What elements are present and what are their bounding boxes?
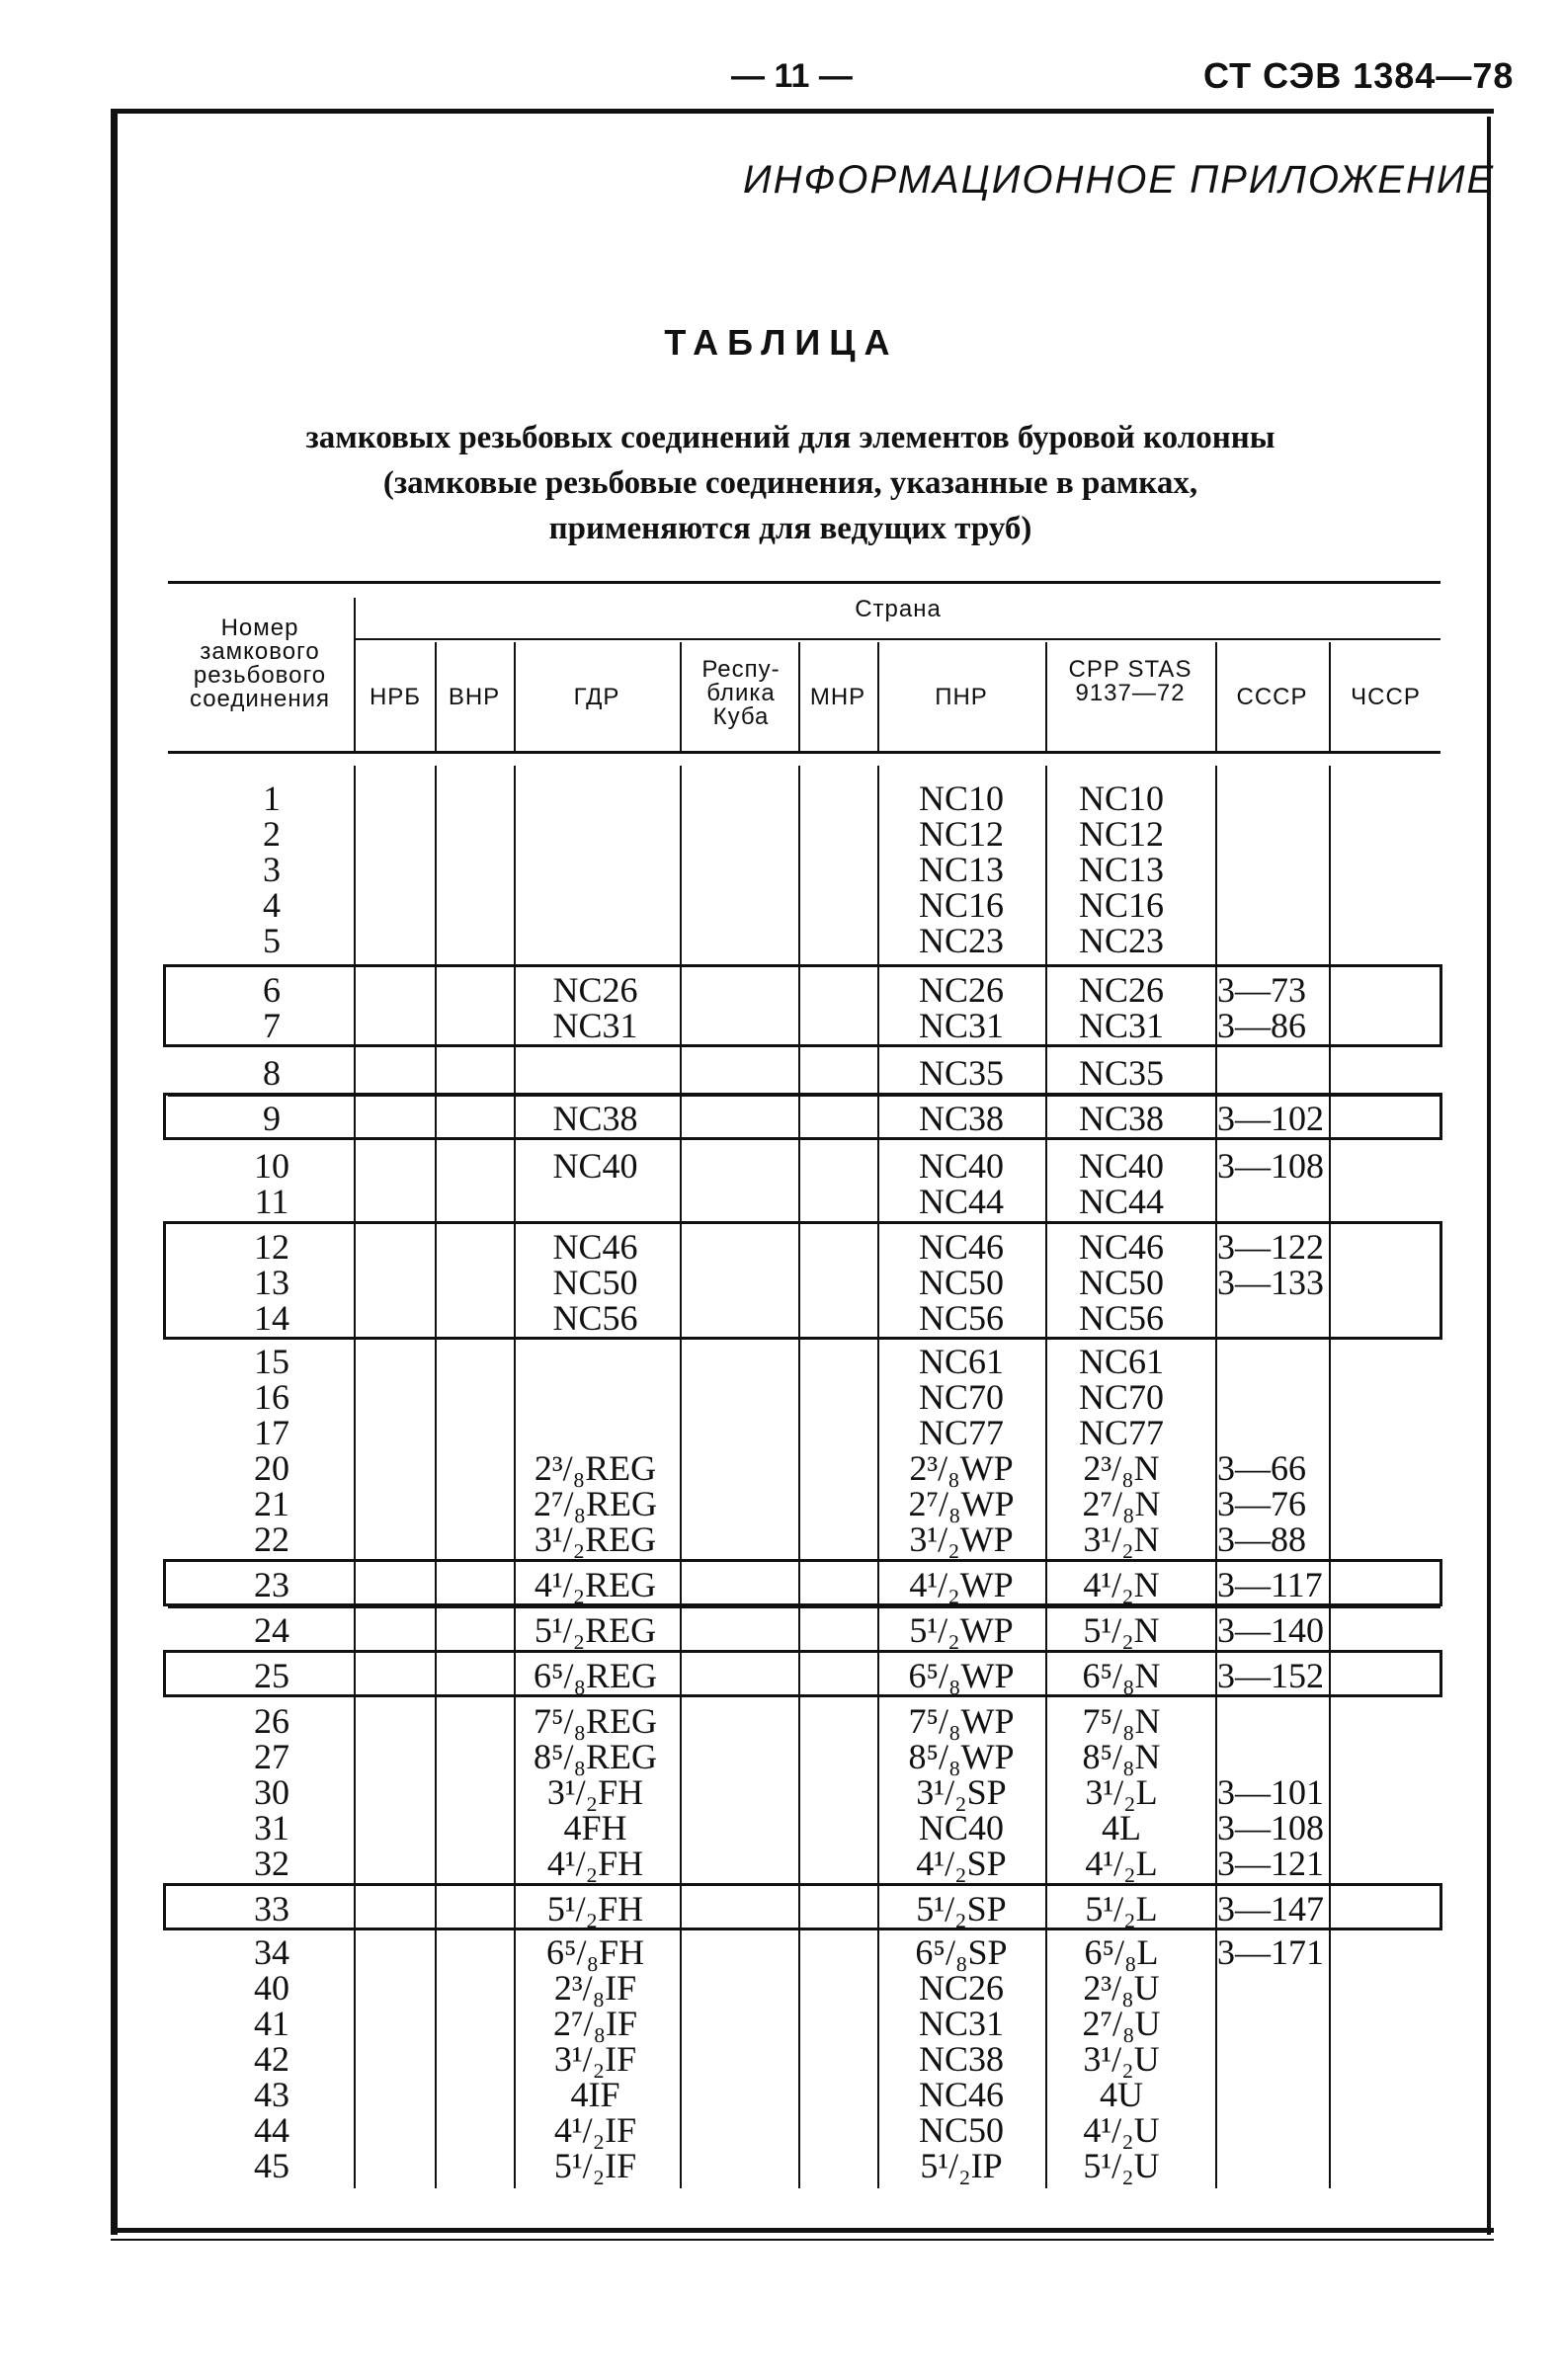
cell-n: 31 bbox=[254, 1808, 289, 1847]
cell-srr: NC70 bbox=[1078, 1377, 1164, 1417]
cell-sssr: 3—108 bbox=[1217, 1808, 1324, 1847]
cell-gdr: NC40 bbox=[552, 1146, 638, 1186]
cell-pnr: 2³/₈WP bbox=[909, 1448, 1014, 1488]
cell-n: 13 bbox=[254, 1263, 289, 1302]
cell-pnr: NC23 bbox=[918, 921, 1004, 960]
cell-n: 6 bbox=[263, 970, 281, 1010]
subtitle-line: (замковые резьбовые соединения, указанные в рамках, bbox=[382, 465, 1198, 501]
cell-n: 42 bbox=[254, 2039, 289, 2079]
cell-sssr: 3—122 bbox=[1217, 1227, 1324, 1267]
cell-sssr: 3—76 bbox=[1217, 1484, 1306, 1523]
cell-n: 3 bbox=[263, 850, 281, 889]
cell-n: 16 bbox=[254, 1377, 289, 1417]
cell-srr: NC23 bbox=[1078, 921, 1164, 960]
cell-sssr: 3—102 bbox=[1217, 1099, 1324, 1138]
cell-pnr: 3¹/₂WP bbox=[909, 1519, 1014, 1559]
cell-n: 11 bbox=[254, 1182, 289, 1221]
cell-gdr: 6⁵/₈FH bbox=[545, 1932, 645, 1972]
cell-pnr: NC50 bbox=[918, 2110, 1004, 2150]
cell-pnr: NC31 bbox=[918, 2004, 1004, 2043]
cell-pnr: NC44 bbox=[918, 1182, 1004, 1221]
table-title: ТАБЛИЦА bbox=[664, 322, 899, 363]
cell-srr: 6⁵/₈N bbox=[1082, 1656, 1161, 1695]
cell-n: 12 bbox=[254, 1227, 289, 1267]
column-header-mnr: МНР bbox=[809, 684, 866, 710]
cell-pnr: 5¹/₂SP bbox=[916, 1889, 1007, 1929]
cell-gdr: 2³/₈IF bbox=[553, 1968, 637, 2008]
cell-gdr: NC50 bbox=[552, 1263, 638, 1302]
page-number: — 11 — bbox=[731, 57, 853, 95]
cell-srr: NC61 bbox=[1078, 1342, 1164, 1381]
cell-n: 44 bbox=[254, 2110, 289, 2150]
cell-n: 17 bbox=[254, 1413, 289, 1452]
cell-gdr: 5¹/₂FH bbox=[546, 1889, 644, 1929]
cell-sssr: 3—147 bbox=[1217, 1889, 1324, 1929]
cell-pnr: 8⁵/₈WP bbox=[908, 1737, 1015, 1776]
cell-pnr: NC38 bbox=[918, 2039, 1004, 2079]
cell-srr: 2³/₈N bbox=[1083, 1448, 1160, 1488]
cell-pnr: NC13 bbox=[918, 850, 1004, 889]
cell-gdr: NC46 bbox=[552, 1227, 638, 1267]
cell-srr: NC38 bbox=[1078, 1099, 1164, 1138]
cell-pnr: NC46 bbox=[918, 1227, 1004, 1267]
cell-srr: NC31 bbox=[1078, 1006, 1164, 1045]
cell-srr: 4¹/₂U bbox=[1083, 2110, 1160, 2150]
cell-srr: 3¹/₂N bbox=[1083, 1519, 1160, 1559]
cell-n: 22 bbox=[254, 1519, 289, 1559]
cell-n: 21 bbox=[254, 1484, 289, 1523]
subtitle-line: замковых резьбовых соединений для элементов буровой колонны bbox=[305, 420, 1275, 455]
standard-code: СТ СЭВ 1384—78 bbox=[1203, 55, 1515, 96]
cell-gdr: 3¹/₂REG bbox=[534, 1519, 657, 1559]
cell-n: 43 bbox=[254, 2075, 289, 2114]
cell-srr: NC10 bbox=[1078, 779, 1164, 818]
cell-pnr: NC46 bbox=[918, 2075, 1004, 2114]
cell-pnr: NC10 bbox=[918, 779, 1004, 818]
appendix-label: ИНФОРМАЦИОННОЕ ПРИЛОЖЕНИЕ bbox=[743, 158, 1496, 202]
cell-n: 26 bbox=[254, 1701, 289, 1741]
cell-srr: 5¹/₂N bbox=[1083, 1610, 1160, 1650]
cell-gdr: 6⁵/₈REG bbox=[533, 1656, 658, 1695]
cell-srr: NC56 bbox=[1078, 1298, 1164, 1338]
cell-n: 20 bbox=[254, 1448, 289, 1488]
cell-n: 7 bbox=[263, 1006, 281, 1045]
cell-gdr: 3¹/₂IF bbox=[553, 2039, 637, 2079]
cell-sssr: 3—66 bbox=[1217, 1448, 1306, 1488]
cell-pnr: NC70 bbox=[918, 1377, 1004, 1417]
column-header-gdr: ГДР bbox=[573, 684, 620, 710]
cell-gdr: 3¹/₂FH bbox=[546, 1772, 644, 1812]
column-header-sssr: СССР bbox=[1236, 684, 1308, 710]
row-separator bbox=[168, 1095, 1440, 1097]
cell-srr: 5¹/₂U bbox=[1083, 2146, 1160, 2185]
cell-gdr: 4¹/₂FH bbox=[546, 1844, 644, 1883]
cell-pnr: 3¹/₂SP bbox=[916, 1772, 1007, 1812]
cell-sssr: 3—152 bbox=[1217, 1656, 1324, 1695]
cell-srr: NC46 bbox=[1078, 1227, 1164, 1267]
cell-sssr: 3—101 bbox=[1217, 1772, 1324, 1812]
cell-srr: NC16 bbox=[1078, 885, 1164, 925]
cell-gdr: NC26 bbox=[552, 970, 638, 1010]
column-header-chssr: ЧССР bbox=[1351, 684, 1421, 710]
cell-gdr: 8⁵/₈REG bbox=[533, 1737, 658, 1776]
cell-n: 4 bbox=[263, 885, 281, 925]
cell-n: 34 bbox=[254, 1932, 289, 1972]
cell-gdr: 5¹/₂REG bbox=[534, 1610, 657, 1650]
cell-srr: NC44 bbox=[1078, 1182, 1164, 1221]
cell-pnr: NC31 bbox=[918, 1006, 1004, 1045]
cell-srr: 2⁷/₈U bbox=[1082, 2004, 1161, 2043]
cell-sssr: 3—117 bbox=[1217, 1565, 1323, 1604]
cell-srr: NC12 bbox=[1078, 814, 1164, 854]
column-header-number: Номер замкового резьбового соединения bbox=[189, 615, 331, 712]
cell-n: 9 bbox=[263, 1099, 281, 1138]
frame-left-line bbox=[111, 109, 118, 2235]
cell-n: 41 bbox=[254, 2004, 289, 2043]
cell-sssr: 3—88 bbox=[1217, 1519, 1306, 1559]
cell-sssr: 3—140 bbox=[1217, 1610, 1324, 1650]
cell-gdr: 2⁷/₈IF bbox=[552, 2004, 638, 2043]
cell-gdr: 2³/₈REG bbox=[534, 1448, 657, 1488]
cell-n: 40 bbox=[254, 1968, 289, 2008]
column-header-nrb: НРБ bbox=[369, 684, 422, 710]
cell-gdr: 4FH bbox=[563, 1808, 627, 1847]
cell-srr: 4U bbox=[1100, 2075, 1143, 2114]
cell-gdr: 4¹/₂IF bbox=[553, 2110, 637, 2150]
cell-n: 33 bbox=[254, 1889, 289, 1929]
cell-gdr: 4¹/₂REG bbox=[534, 1565, 657, 1604]
cell-n: 5 bbox=[263, 921, 281, 960]
cell-gdr: NC38 bbox=[552, 1099, 638, 1138]
cell-srr: 3¹/₂U bbox=[1083, 2039, 1160, 2079]
cell-pnr: 4¹/₂SP bbox=[916, 1844, 1007, 1883]
cell-gdr: 7⁵/₈REG bbox=[533, 1701, 658, 1741]
cell-srr: NC50 bbox=[1078, 1263, 1164, 1302]
cell-srr: NC26 bbox=[1078, 970, 1164, 1010]
frame-bottom-line-thin bbox=[111, 2239, 1494, 2241]
column-header-pnr: ПНР bbox=[935, 684, 988, 710]
cell-sssr: 3—108 bbox=[1217, 1146, 1324, 1186]
cell-n: 14 bbox=[254, 1298, 289, 1338]
cell-n: 32 bbox=[254, 1844, 289, 1883]
cell-pnr: NC16 bbox=[918, 885, 1004, 925]
column-header-cuba: Респу-блика Куба bbox=[701, 656, 781, 730]
cell-pnr: 7⁵/₈WP bbox=[908, 1701, 1015, 1741]
cell-sssr: 3—73 bbox=[1217, 970, 1306, 1010]
cell-pnr: NC35 bbox=[918, 1053, 1004, 1093]
cell-srr: 7⁵/₈N bbox=[1082, 1701, 1161, 1741]
cell-srr: 3¹/₂L bbox=[1085, 1772, 1158, 1812]
cell-n: 10 bbox=[254, 1146, 289, 1186]
cell-sssr: 3—86 bbox=[1217, 1006, 1306, 1045]
cell-srr: 8⁵/₈N bbox=[1082, 1737, 1161, 1776]
cell-srr: NC13 bbox=[1078, 850, 1164, 889]
cell-n: 2 bbox=[263, 814, 281, 854]
cell-n: 8 bbox=[263, 1053, 281, 1093]
cell-srr: 6⁵/₈L bbox=[1084, 1932, 1159, 1972]
cell-srr: NC40 bbox=[1078, 1146, 1164, 1186]
column-header-srr: СРР STAS 9137—72 bbox=[1068, 656, 1193, 706]
cell-sssr: 3—171 bbox=[1217, 1932, 1324, 1972]
column-header-vnr: ВНР bbox=[448, 684, 501, 710]
cell-pnr: NC61 bbox=[918, 1342, 1004, 1381]
row-separator bbox=[168, 1606, 1440, 1608]
cell-pnr: NC50 bbox=[918, 1263, 1004, 1302]
cell-pnr: 6⁵/₈SP bbox=[915, 1932, 1008, 1972]
cell-sssr: 3—133 bbox=[1217, 1263, 1324, 1302]
frame-top-line bbox=[111, 109, 1494, 114]
cell-gdr: 5¹/₂IF bbox=[553, 2146, 637, 2185]
cell-gdr: NC56 bbox=[552, 1298, 638, 1338]
cell-gdr: NC31 bbox=[552, 1006, 638, 1045]
cell-srr: NC35 bbox=[1078, 1053, 1164, 1093]
column-header-country: Страна bbox=[855, 596, 942, 622]
cell-srr: 2⁷/₈N bbox=[1082, 1484, 1161, 1523]
cell-pnr: NC40 bbox=[918, 1808, 1004, 1847]
cell-srr: 4L bbox=[1102, 1808, 1141, 1847]
cell-n: 45 bbox=[254, 2146, 289, 2185]
cell-pnr: NC26 bbox=[918, 1968, 1004, 2008]
cell-srr: 2³/₈U bbox=[1083, 1968, 1160, 2008]
cell-n: 25 bbox=[254, 1656, 289, 1695]
cell-srr: 4¹/₂L bbox=[1085, 1844, 1158, 1883]
cell-n: 1 bbox=[263, 779, 281, 818]
cell-pnr: NC40 bbox=[918, 1146, 1004, 1186]
cell-n: 30 bbox=[254, 1772, 289, 1812]
subtitle-line: применяются для ведущих труб) bbox=[548, 511, 1032, 546]
cell-sssr: 3—121 bbox=[1217, 1844, 1324, 1883]
cell-gdr: 4IF bbox=[570, 2075, 620, 2114]
frame-right-line bbox=[1487, 117, 1491, 2235]
cell-pnr: 5¹/₂IP bbox=[920, 2146, 1003, 2185]
cell-pnr: NC77 bbox=[918, 1413, 1004, 1452]
cell-n: 15 bbox=[254, 1342, 289, 1381]
cell-pnr: NC56 bbox=[918, 1298, 1004, 1338]
cell-n: 24 bbox=[254, 1610, 289, 1650]
cell-srr: NC77 bbox=[1078, 1413, 1164, 1452]
cell-pnr: NC12 bbox=[918, 814, 1004, 854]
cell-srr: 4¹/₂N bbox=[1083, 1565, 1160, 1604]
cell-pnr: NC38 bbox=[918, 1099, 1004, 1138]
cell-pnr: 5¹/₂WP bbox=[909, 1610, 1014, 1650]
cell-pnr: 2⁷/₈WP bbox=[908, 1484, 1015, 1523]
frame-bottom-line bbox=[111, 2228, 1494, 2233]
cell-srr: 5¹/₂L bbox=[1085, 1889, 1158, 1929]
table-subtitle bbox=[198, 415, 1383, 551]
cell-gdr: 2⁷/₈REG bbox=[533, 1484, 658, 1523]
cell-pnr: NC26 bbox=[918, 970, 1004, 1010]
cell-n: 27 bbox=[254, 1737, 289, 1776]
cell-pnr: 6⁵/₈WP bbox=[908, 1656, 1015, 1695]
cell-pnr: 4¹/₂WP bbox=[909, 1565, 1014, 1604]
cell-n: 23 bbox=[254, 1565, 289, 1604]
